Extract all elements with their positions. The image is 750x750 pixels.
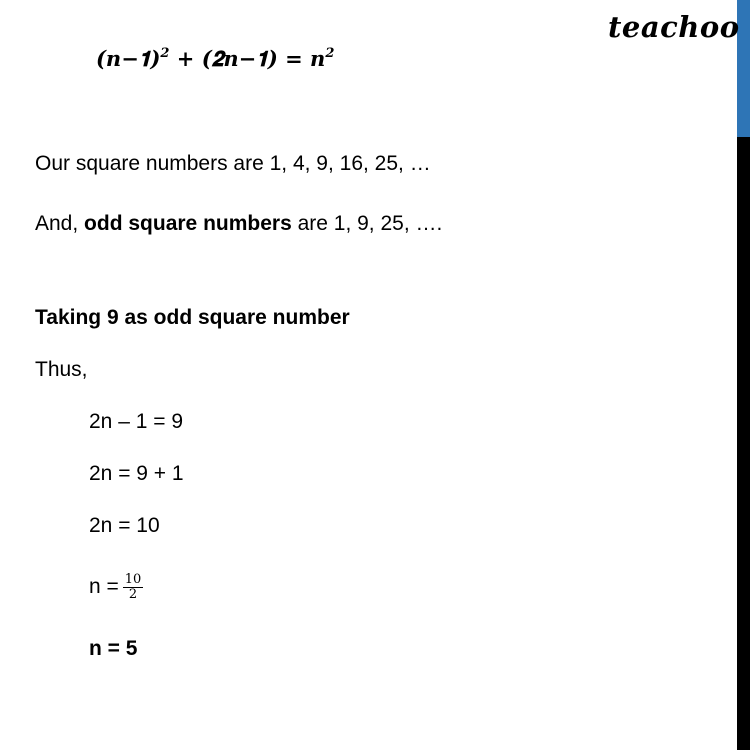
- step-line-3: 2n = 10: [89, 514, 160, 537]
- thus-text: Thus,: [35, 358, 88, 381]
- step-line-1: 2n – 1 = 9: [89, 410, 183, 433]
- taking-heading-text: Taking 9 as odd square number: [35, 306, 350, 329]
- equation-rhs: 𝒏: [310, 46, 326, 71]
- teachoo-logo: teachoo: [608, 10, 740, 44]
- equation-plus: +: [176, 46, 195, 71]
- answer-line: [89, 636, 137, 662]
- equation-term-a: (𝒏−𝟏): [96, 46, 161, 71]
- square-numbers-text: Our square numbers are 1, 4, 9, 16, 25, …: [35, 152, 431, 175]
- equation-term-b: (𝟐𝒏−𝟏): [201, 46, 278, 71]
- odd-square-numbers-text: [35, 211, 442, 237]
- fraction-step: [89, 570, 143, 604]
- odd-prefix: And,: [35, 212, 85, 235]
- fraction-numerator: 10: [124, 571, 142, 587]
- step-line-2: 2n = 9 + 1: [89, 462, 184, 485]
- answer-text: n = 5: [89, 637, 138, 660]
- taking-heading: [35, 305, 350, 331]
- equation-exponent-a: 2: [160, 46, 170, 61]
- odd-suffix: are 1, 9, 25, ….: [291, 212, 443, 235]
- equation-exponent-rhs: 2: [325, 46, 335, 61]
- equation-equals: =: [285, 46, 303, 71]
- fraction-denominator: 2: [128, 586, 138, 602]
- odd-square-numbers-emphasis: odd square numbers: [84, 212, 292, 235]
- fraction-prefix: n =: [89, 575, 119, 598]
- equation-line: [96, 46, 334, 72]
- fraction: [123, 573, 144, 602]
